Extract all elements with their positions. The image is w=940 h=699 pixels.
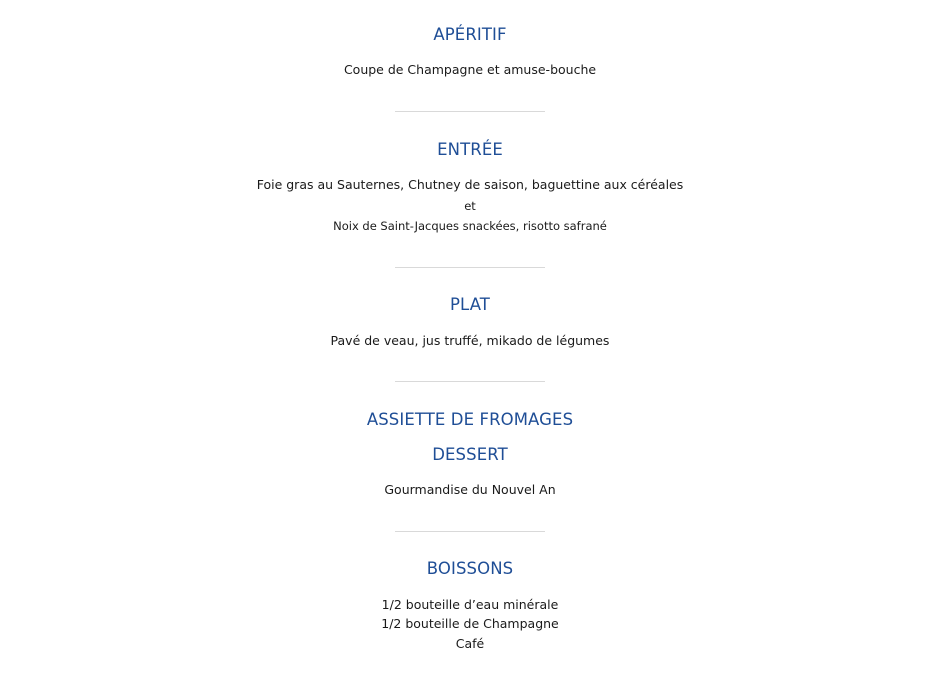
section-divider [395, 381, 545, 382]
menu-item-boissons-3: Café [455, 636, 485, 651]
menu-item-entree-1: Foie gras au Sauternes, Chutney de saison, baguettine aux céréales [256, 177, 684, 192]
section-title-boissons: BOISSONS [426, 559, 514, 578]
menu-item-dessert-1: Gourmandise du Nouvel An [384, 482, 556, 497]
menu-item-plat-1: Pavé de veau, jus truffé, mikado de légumes [330, 333, 610, 348]
section-title-aperitif: APÉRITIF [433, 25, 507, 44]
menu-item-boissons-1: 1/2 bouteille d’eau minérale [381, 597, 559, 612]
menu-item-entree-connector: et [464, 199, 476, 213]
section-divider [395, 111, 545, 112]
menu-item-aperitif-1: Coupe de Champagne et amuse-bouche [343, 62, 597, 77]
menu-item-entree-2: Noix de Saint-Jacques snackées, risotto safrané [333, 219, 607, 233]
section-title-entree: ENTRÉE [437, 140, 503, 159]
section-title-dessert: DESSERT [432, 445, 508, 464]
section-title-fromages: ASSIETTE DE FROMAGES [366, 410, 574, 429]
section-title-plat: PLAT [449, 295, 490, 314]
section-divider [395, 531, 545, 532]
menu-item-boissons-2: 1/2 bouteille de Champagne [381, 616, 559, 631]
section-divider [395, 267, 545, 268]
